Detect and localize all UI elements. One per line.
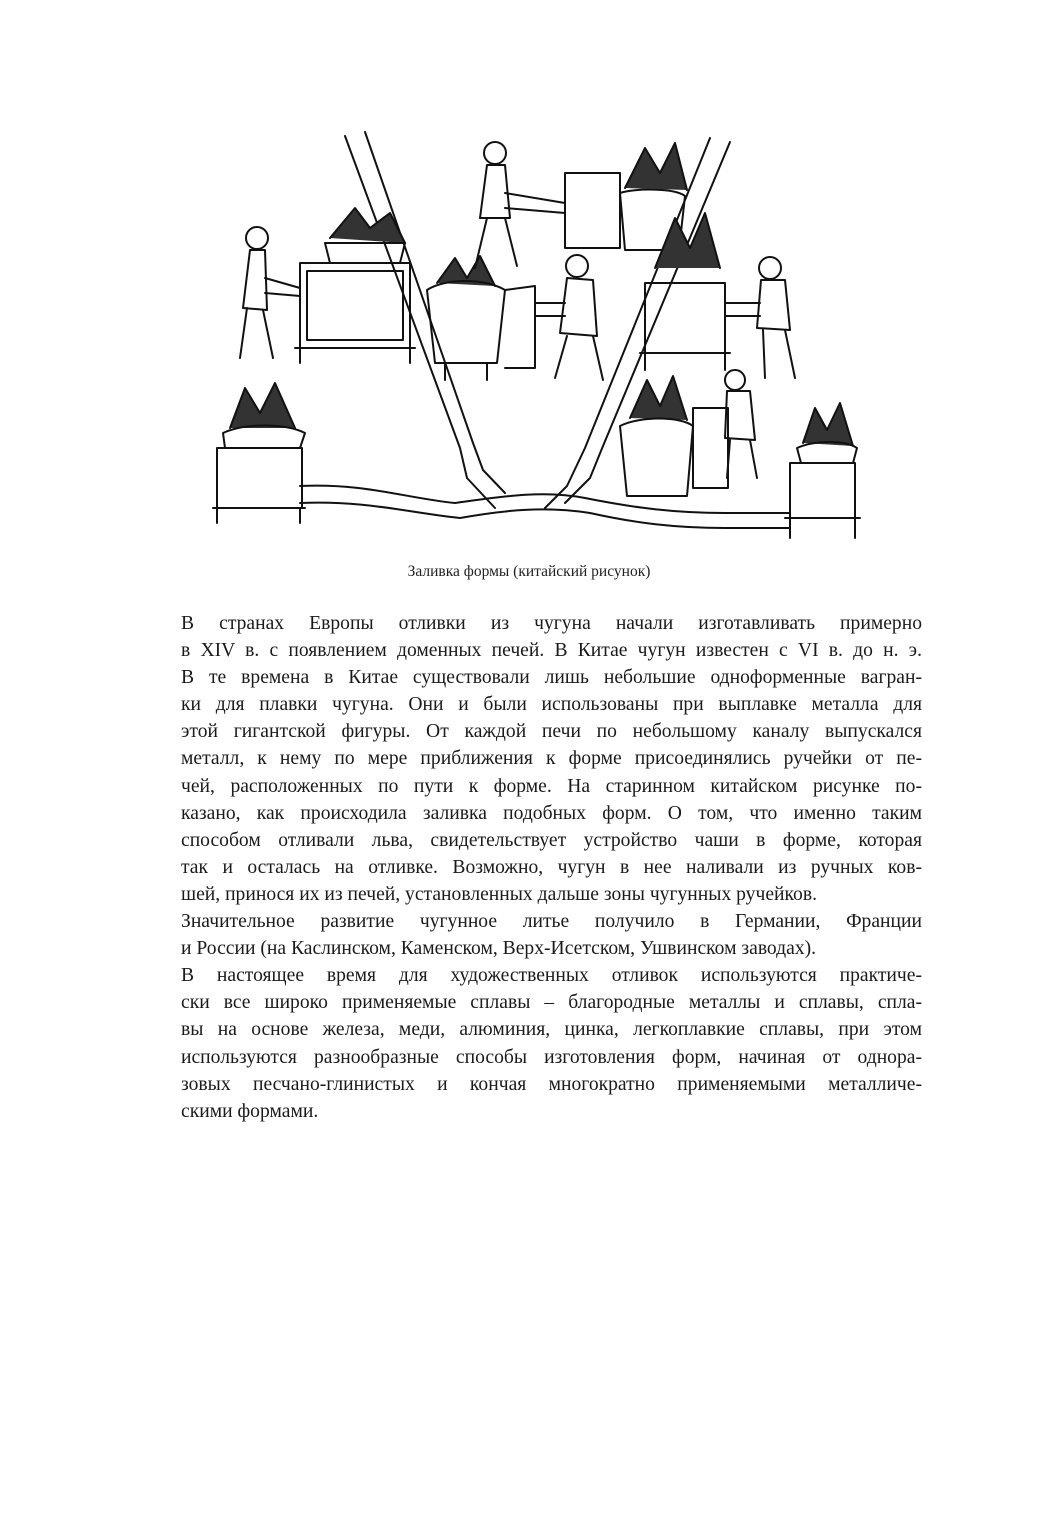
furnace-2 (427, 256, 535, 380)
text-line: в XIV в. с появлением доменных печей. В Китае чугун известен с VI в. до н. э. (181, 640, 922, 662)
casting-drawing (205, 118, 870, 548)
right-channel (545, 138, 710, 508)
text-line: вы на основе железа, меди, алюминия, цинка, легкоплавкие сплавы, при этом (181, 1019, 922, 1041)
text-line: ки для плавки чугуна. Они и были использованы при выплавке металла для (181, 694, 922, 716)
text-line: ски все широко применяемые сплавы – благородные металлы и сплавы, спла- (181, 992, 922, 1014)
furnace-6 (620, 376, 728, 496)
text-line: способом отливали льва, свидетельствует устройство чаши в форме, которая (181, 829, 922, 851)
text-line: металл, к нему по мере приближения к форме присоединялись ручейки от пе- (181, 748, 922, 770)
text-line: этой гигантской фигуры. От каждой печи по небольшому каналу выпускался (181, 721, 922, 743)
furnace-7 (785, 403, 860, 538)
furnace-5 (213, 383, 305, 523)
body-text (148, 610, 922, 1125)
text-line: В те времена в Китае существовали лишь небольшие одноформенные вагран- (181, 667, 922, 689)
furnace-1 (295, 208, 415, 363)
furnace-4 (640, 213, 730, 370)
paragraph-1 (148, 610, 922, 908)
text-line: казано, как происходила заливка подобных форм. О том, что именно таким (181, 802, 922, 824)
paragraph-2 (148, 908, 922, 962)
text-line: и России (на Каслинском, Каменском, Верх-Исетском, Ушвинском заводах). (181, 938, 817, 960)
bottom-channel-edge (300, 503, 790, 528)
text-line: так и осталась на отливке. Возможно, чугун в нее наливали из ручных ков- (181, 856, 922, 878)
paragraph-3 (148, 962, 922, 1125)
text-line: В странах Европы отливки из чугуна начали изготавливать примерно (181, 613, 922, 634)
right-channel-edge (565, 142, 730, 503)
figure-illustration (205, 118, 870, 548)
text-line: используются разнообразные способы изготовления форм, начиная от однора- (181, 1046, 922, 1068)
text-line: чей, расположенных по пути к форме. На старинном китайском рисунке по- (181, 775, 922, 797)
text-line: Значительное развитие чугунное литье получило в Германии, Франции (181, 911, 922, 933)
worker-4 (725, 257, 795, 378)
figure-caption: Заливка формы (китайский рисунок) (407, 563, 651, 580)
worker-2 (475, 142, 565, 268)
left-channel (345, 136, 495, 508)
text-line: скими формами. (181, 1100, 319, 1122)
text-line: зовых песчано-глинистых и кончая многократно применяемыми металличе- (181, 1073, 922, 1095)
text-line: шей, принося их из печей, установленных дальше зоны чугунных ручейков. (181, 883, 817, 905)
worker-3 (535, 255, 603, 380)
text-line: В настоящее время для художественных отливок используются практиче- (181, 965, 922, 987)
worker-5 (725, 370, 757, 478)
worker-1 (240, 227, 300, 358)
